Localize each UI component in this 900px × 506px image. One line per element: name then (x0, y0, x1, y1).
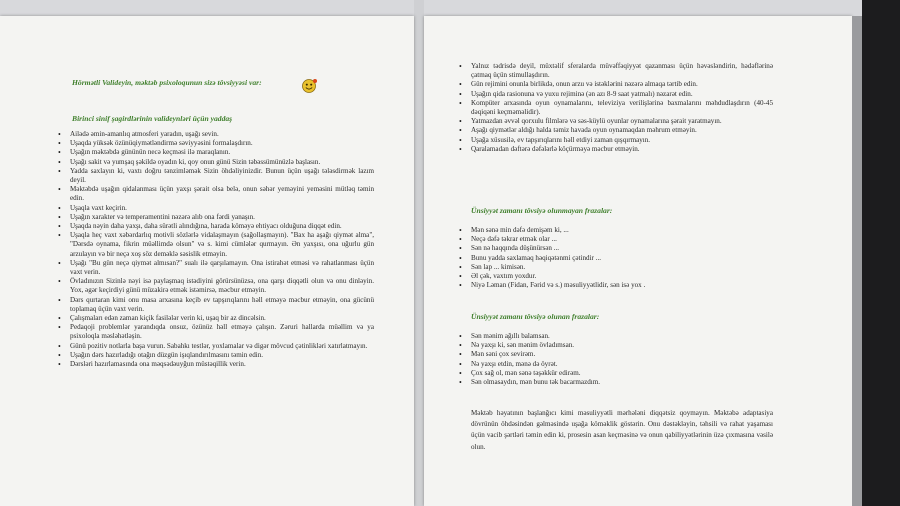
vertical-scrollbar[interactable] (852, 16, 862, 506)
list-item: • Qaralamadan dəftərə dəfələrlə köçürməyə məcbur etməyin. (457, 145, 773, 154)
list-item: • Uşağı "Bu gün neçə qiymət almısan?" sualı ilə qarşılamayın. Ona istirahət etməsi və rahatlanması üçün vaxt verin. (56, 259, 374, 277)
phrase-item: • Mən sənə min dəfə demişəm ki, ... (457, 226, 773, 235)
page-title: Hörmətli Valideyin, məktəb psixoloqunun sizə tövsiyyəsi var: (72, 78, 262, 87)
list-item: • Çalışmaları edən zaman kiçik fasilələr verin ki, uşaq bir az dincəlsin. (56, 314, 374, 323)
list-item: • Günü pozitiv notlarla başa vurun. Sabahkı testlər, yoxlamalar və digər mövcud çətinlikləri xatırlatmayın. (56, 342, 374, 351)
page-subtitle: Birinci sinif şagirdlərinin valideynləri üçün yaddaş (72, 114, 233, 123)
document-page-right[interactable] (424, 16, 852, 506)
phrase-item: • Nə yaxşı ki, sən mənim övladımsan. (457, 341, 773, 350)
list-item: • Uşaqda yüksək özünüqiymətləndirmə səviyyəsini formalaşdırın. (56, 139, 374, 148)
phrase-item: • Nə yaxşı etdin, mənə də öyrət. (457, 360, 773, 369)
list-item: • Yalnız tədrisdə deyil, müxtəlif sferalarda müvəffəqiyyət qazanması üçün həvəsləndirin, hədəflərinə çatmaq üçün stimullaşdırın. (457, 62, 773, 80)
phrase-item: • Neçə dəfə təkrar etmək olar ... (457, 235, 773, 244)
phrase-item: • Bunu yadda saxlamaq həqiqətənmi çətindir ... (457, 254, 773, 263)
list-item: • Uşağın dərs hazırladığı otağın düzgün işıqlandırılmasını təmin edin. (56, 351, 374, 360)
list-item: • Dərsləri hazırlamasında ona məqsədəuyğun müstəqillik verin. (56, 360, 374, 369)
phrases-recommended (457, 332, 773, 387)
phrase-item: • Əl çək, vaxtım yoxdur. (457, 272, 773, 281)
document-page-left[interactable] (0, 16, 414, 506)
list-item: • Uşaqla vaxt keçirin. (56, 204, 374, 213)
closing-paragraph: Məktəb həyatının başlanğıcı kimi məsuliyyətli mərhələni diqqətsiz qoymayın. Məktəbə adaptasiya dövrünün öhdəsindən gəlməsində uşağa köməklik göstərin. Onu dəstəkləyin, təhsili və rahat yaşaması üçün vacib şərtləri təmin edin ki, prosesin asan keçməsinə və onun qabiliyyətlərinin üzə çıxmasına vəsilə olun. (471, 409, 773, 451)
list-item: • Uşağı sakit və yumşaq şəkildə oyadın ki, qoy onun günü Sizin təbəssümünüzlə başlasın. (56, 158, 374, 167)
phrases-not-recommended (457, 226, 773, 290)
phrase-item: • Niyə Ləman (Fidan, Fərid və s.) məsuliyyətlidir, sən isə yox . (457, 281, 773, 290)
list-item: • Ailədə əmin-amanlıq atmosferi yaradın, uşağı sevin. (56, 130, 374, 139)
list-item: • Uşaqla heç vaxt xəbərdarlıq motivli sözlərlə vidalaşmayın (sağollaşmayın). "Bax ha aşağı qiymət alma", "Dərsdə oynama, fikrin müəllimdə olsun" və s. kimi cümlələr qurmayın. Ən yaxşısı, ona uğurlu gün arzulayın və bir neçə xoş söz deməklə səsislik etməyin. (56, 231, 374, 259)
monitor-bezel (862, 0, 900, 506)
phrase-item: • Sən lap ... kimisən. (457, 263, 773, 272)
list-item: • Uşağa xüsusilə, ev tapşırıqlarını həll etdiyi zaman qışqırmayın. (457, 136, 773, 145)
phrase-item: • Sən olmasaydın, mən bunu tək bacarmazdım. (457, 378, 773, 387)
list-item: • Yadda saxlayın ki, vaxtı doğru tənzimləmək Sizin öhdəliyinizdir. Bunun üçün uşağı tələsdirmək lazım deyil. (56, 167, 374, 185)
list-item: • Uşaqda nəyin daha yaxşı, daha sürətli alındığına, harada köməyə ehtiyacı olduğuna diqqət edin. (56, 222, 374, 231)
page-gap (414, 0, 424, 506)
list-item: • Övladınızın Sizinlə nəyi isə paylaşmaq istədiyini görürsünüzsə, ona qarşı diqqətli olun və onu dinləyin. Yox, əgər keçirdiyi günü müzakirə etmək istəmirsə, məcbur etməyin. (56, 277, 374, 295)
recommendation-list (56, 130, 374, 369)
list-item: • Yatmazdan əvvəl qorxulu filmlərə və səs-küylü oyunlar oynamalarına şərait yaratmayın. (457, 117, 773, 126)
heading-not-recommended: Ünsiyyət zamanı tövsiyə olunmayan frazalar: (471, 206, 613, 215)
phrase-item: • Sən nə haqqında düşünürsən ... (457, 244, 773, 253)
list-item: • Aşağı qiymətlər aldığı halda təmiz havada oyun oynamaqdan məhrum etməyin. (457, 126, 773, 135)
list-item: • Dərs qurtaran kimi onu masa arxasına keçib ev tapşırıqlarını həll etməyə məcbur etməyin, ona gücünü toplamaq üçün vaxt verin. (56, 296, 374, 314)
recommendation-list-continued (457, 62, 773, 154)
heading-recommended: Ünsiyyət zamanı tövsiyə olunan frazalar: (471, 312, 600, 321)
phrase-item: • Mən səni çox sevirəm. (457, 350, 773, 359)
list-item: • Uşağın məktəbdə gününün necə keçməsi ilə maraqlanın. (56, 148, 374, 157)
list-item: • Pedaqoji problemlər yarandıqda onsuz, özünüz həll etməyə çalışın. Zəruri hallarda müəllim və ya psixoloqla məsləhətləşin. (56, 323, 374, 341)
list-item: • Gün rejimini onunla birlikdə, onun arzu və istəklərini nəzərə almaqa tərtib edin. (457, 80, 773, 89)
smiley-icon (300, 78, 318, 94)
phrase-item: • Sən mənim ağıllı balamsan. (457, 332, 773, 341)
list-item: • Uşağın xarakter və temperamentini nəzərə alıb ona fərdi yanaşın. (56, 213, 374, 222)
list-item: • Kompüter arxasında oyun oynamalarını, televiziya verilişlərinə baxmalarını məhdudlaşdırın (40-45 dəqiqəni keçməməlidir). (457, 99, 773, 117)
phrase-item: • Çox sağ ol, mən sənə təşəkkür edirəm. (457, 369, 773, 378)
list-item: • Uşağın qida rasionuna və yuxu rejiminə (ən azı 8-9 saat yatmalı) nəzarət edin. (457, 90, 773, 99)
list-item: • Məktəbdə uşağın qidalanması üçün yaxşı şərait olsa belə, onun səhər yeməyini yeməsini mütləq təmin edin. (56, 185, 374, 203)
